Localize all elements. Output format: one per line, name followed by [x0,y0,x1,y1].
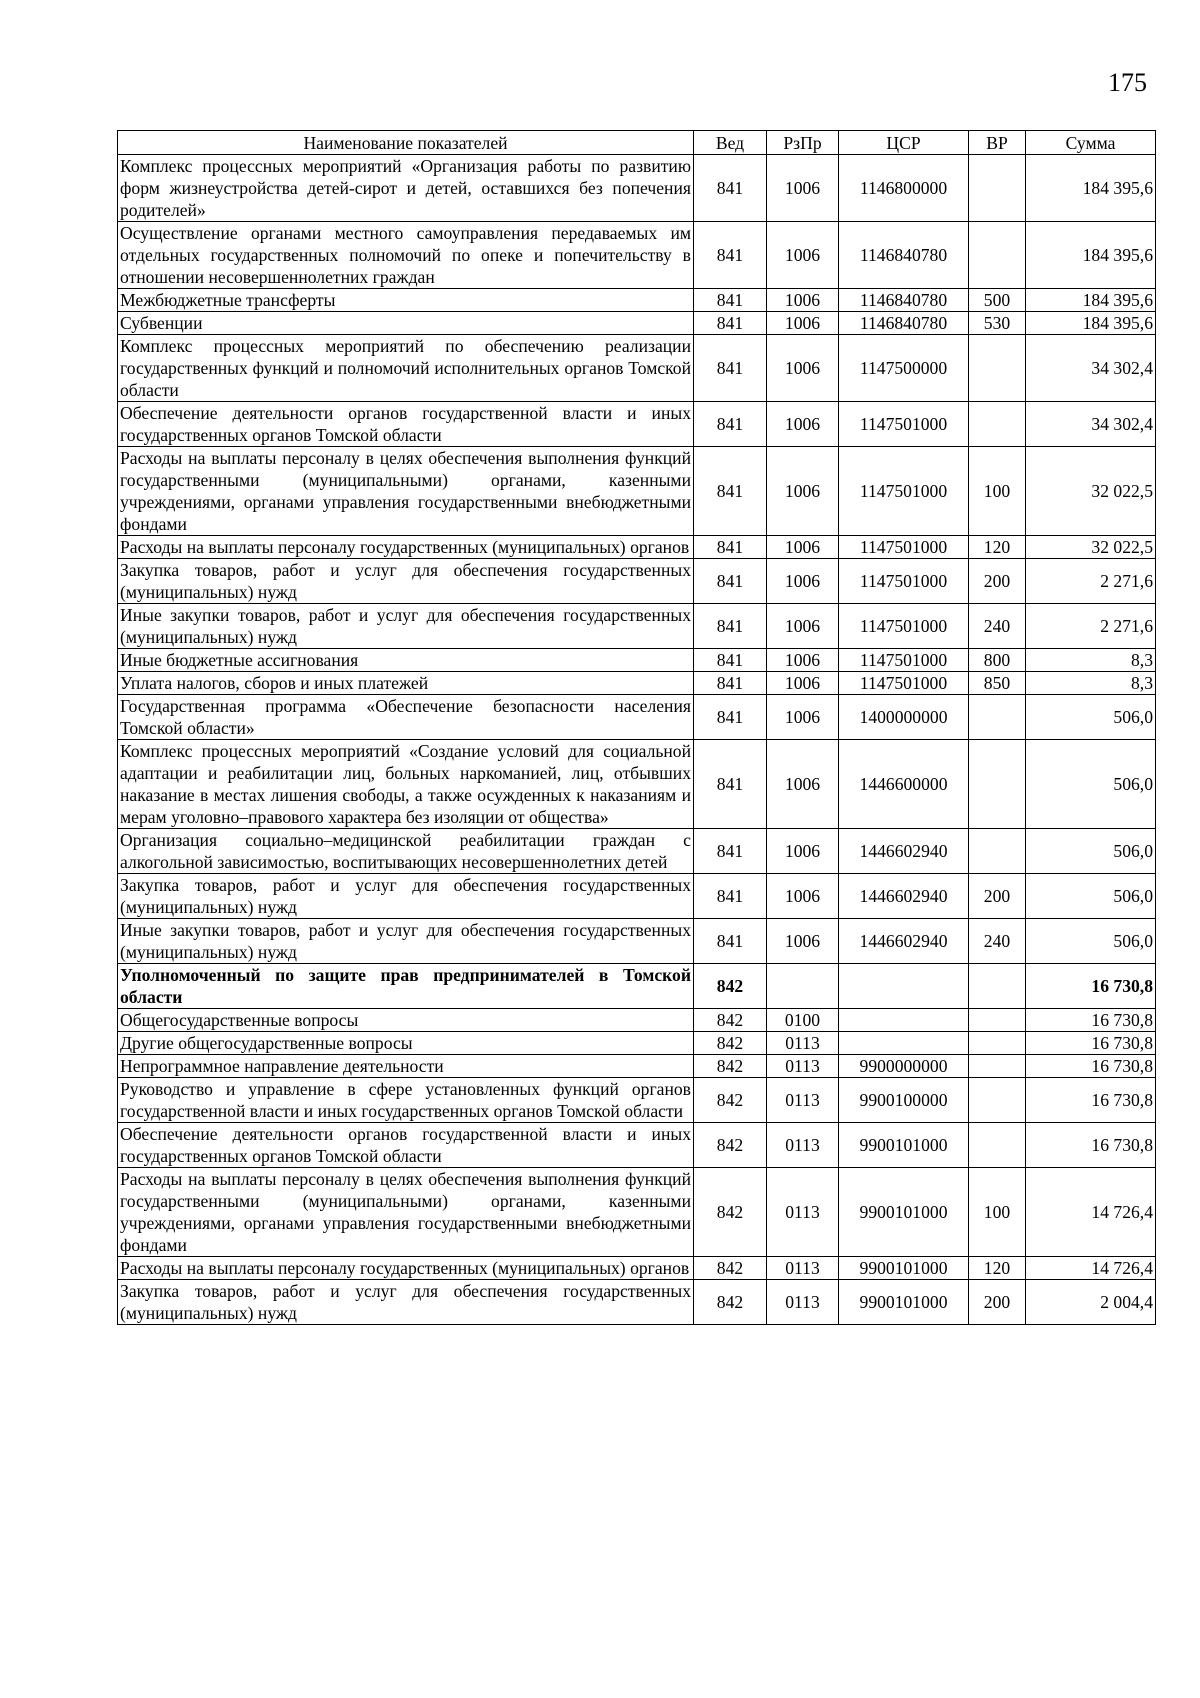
cell-sum: 506,0 [1026,919,1156,964]
cell-csr [839,1032,969,1055]
cell-ved: 842 [694,1280,767,1325]
table-row [118,1009,1156,1032]
cell-vr [969,695,1026,740]
cell-rzpr: 1006 [767,312,839,335]
cell-name: Комплекс процессных мероприятий «Создание условий для социальной адаптации и реабилитации лиц, больных наркоманией, лиц, отбывших наказание в местах лишения свободы, а также осужденных к наказаниям и мерам уголовно–правового характера без изоляции от общества» [118,740,694,829]
budget-table [117,130,1156,1325]
cell-ved: 842 [694,1078,767,1123]
cell-name: Иные бюджетные ассигнования [118,649,694,672]
cell-sum: 2 271,6 [1026,559,1156,604]
cell-vr [969,1032,1026,1055]
cell-vr [969,222,1026,289]
cell-csr: 9900101000 [839,1280,969,1325]
cell-vr [969,335,1026,402]
cell-rzpr: 1006 [767,289,839,312]
cell-rzpr: 1006 [767,740,839,829]
cell-sum: 16 730,8 [1026,1078,1156,1123]
table-row [118,559,1156,604]
table-row [118,1280,1156,1325]
cell-rzpr [767,964,839,1009]
table-body [118,155,1156,1325]
table-row [118,672,1156,695]
cell-csr: 9900000000 [839,1055,969,1078]
cell-sum: 16 730,8 [1026,1123,1156,1168]
cell-sum: 34 302,4 [1026,402,1156,447]
cell-name: Уполномоченный по защите прав предпринимателей в Томской области [118,964,694,1009]
cell-name: Иные закупки товаров, работ и услуг для обеспечения государственных (муниципальных) нужд [118,604,694,649]
header-name: Наименование показателей [118,131,694,155]
cell-ved: 841 [694,874,767,919]
cell-name: Комплекс процессных мероприятий «Организация работы по развитию форм жизнеустройства детей-сирот и детей, оставшихся без попечения родителей» [118,155,694,222]
cell-sum: 506,0 [1026,695,1156,740]
cell-name: Обеспечение деятельности органов государственной власти и иных государственных органов Томской области [118,402,694,447]
cell-csr: 9900100000 [839,1078,969,1123]
cell-name: Расходы на выплаты персоналу в целях обеспечения выполнения функций государственными (муниципальными) органами, казенными учреждениями, органами управления государственными внебюджетными фондами [118,1168,694,1257]
cell-csr: 1446602940 [839,874,969,919]
table-row [118,740,1156,829]
cell-vr [969,1078,1026,1123]
cell-csr: 1446600000 [839,740,969,829]
cell-name: Иные закупки товаров, работ и услуг для обеспечения государственных (муниципальных) нужд [118,919,694,964]
cell-vr [969,1123,1026,1168]
cell-vr: 200 [969,559,1026,604]
cell-ved: 841 [694,559,767,604]
cell-rzpr: 0113 [767,1280,839,1325]
cell-sum: 16 730,8 [1026,1009,1156,1032]
cell-name: Расходы на выплаты персоналу государственных (муниципальных) органов [118,536,694,559]
header-vr: ВР [969,131,1026,155]
cell-rzpr: 1006 [767,829,839,874]
cell-ved: 841 [694,402,767,447]
cell-csr: 9900101000 [839,1257,969,1280]
cell-ved: 841 [694,695,767,740]
cell-ved: 841 [694,312,767,335]
header-rzpr: РзПр [767,131,839,155]
cell-csr: 1147500000 [839,335,969,402]
cell-rzpr: 1006 [767,604,839,649]
cell-vr: 530 [969,312,1026,335]
cell-rzpr: 1006 [767,695,839,740]
cell-ved: 842 [694,1168,767,1257]
cell-rzpr: 0113 [767,1123,839,1168]
cell-rzpr: 0113 [767,1078,839,1123]
cell-rzpr: 1006 [767,559,839,604]
cell-ved: 842 [694,1055,767,1078]
table-row [118,695,1156,740]
cell-name: Субвенции [118,312,694,335]
cell-csr: 1147501000 [839,604,969,649]
cell-ved: 841 [694,289,767,312]
table-row [118,964,1156,1009]
cell-csr: 9900101000 [839,1168,969,1257]
cell-csr: 1446602940 [839,829,969,874]
cell-ved: 842 [694,1257,767,1280]
cell-rzpr: 1006 [767,447,839,536]
cell-sum: 2 271,6 [1026,604,1156,649]
cell-vr [969,155,1026,222]
table-row [118,402,1156,447]
cell-rzpr: 1006 [767,919,839,964]
cell-name: Непрограммное направление деятельности [118,1055,694,1078]
cell-sum: 16 730,8 [1026,1032,1156,1055]
cell-csr [839,1009,969,1032]
cell-csr: 1146800000 [839,155,969,222]
header-ved: Вед [694,131,767,155]
cell-sum: 34 302,4 [1026,335,1156,402]
table-row [118,155,1156,222]
table-row [118,536,1156,559]
cell-vr [969,964,1026,1009]
cell-csr: 1147501000 [839,447,969,536]
cell-rzpr: 1006 [767,536,839,559]
cell-ved: 841 [694,155,767,222]
cell-name: Общегосударственные вопросы [118,1009,694,1032]
cell-rzpr: 1006 [767,335,839,402]
cell-vr: 200 [969,1280,1026,1325]
header-csr: ЦСР [839,131,969,155]
cell-sum: 184 395,6 [1026,222,1156,289]
cell-sum: 506,0 [1026,740,1156,829]
cell-name: Руководство и управление в сфере установленных функций органов государственной власти и иных государственных органов Томской области [118,1078,694,1123]
cell-ved: 841 [694,447,767,536]
cell-rzpr: 1006 [767,402,839,447]
cell-vr: 800 [969,649,1026,672]
cell-csr: 1146840780 [839,312,969,335]
cell-sum: 32 022,5 [1026,536,1156,559]
table-row [118,1123,1156,1168]
cell-vr: 500 [969,289,1026,312]
cell-ved: 841 [694,604,767,649]
cell-sum: 16 730,8 [1026,1055,1156,1078]
cell-vr: 100 [969,1168,1026,1257]
cell-csr: 1446602940 [839,919,969,964]
cell-name: Расходы на выплаты персоналу в целях обеспечения выполнения функций государственными (муниципальными) органами, казенными учреждениями, органами управления государственными внебюджетными фондами [118,447,694,536]
cell-name: Закупка товаров, работ и услуг для обеспечения государственных (муниципальных) нужд [118,874,694,919]
cell-name: Обеспечение деятельности органов государственной власти и иных государственных органов Томской области [118,1123,694,1168]
table-row [118,829,1156,874]
cell-vr [969,740,1026,829]
cell-rzpr: 1006 [767,672,839,695]
cell-name: Организация социально–медицинской реабилитации граждан с алкогольной зависимостью, воспитывающих несовершеннолетних детей [118,829,694,874]
cell-name: Комплекс процессных мероприятий по обеспечению реализации государственных функций и полномочий исполнительных органов Томской области [118,335,694,402]
cell-rzpr: 1006 [767,649,839,672]
table-row [118,1257,1156,1280]
cell-ved: 842 [694,1009,767,1032]
table-row [118,1032,1156,1055]
cell-name: Осуществление органами местного самоуправления передаваемых им отдельных государственных полномочий по опеке и попечительству в отношении несовершеннолетних граждан [118,222,694,289]
cell-ved: 841 [694,335,767,402]
cell-sum: 8,3 [1026,649,1156,672]
cell-vr [969,1055,1026,1078]
cell-sum: 16 730,8 [1026,964,1156,1009]
cell-name: Уплата налогов, сборов и иных платежей [118,672,694,695]
cell-rzpr: 0113 [767,1257,839,1280]
cell-sum: 184 395,6 [1026,312,1156,335]
table-row [118,919,1156,964]
cell-vr [969,402,1026,447]
cell-name: Государственная программа «Обеспечение безопасности населения Томской области» [118,695,694,740]
cell-csr: 1147501000 [839,536,969,559]
cell-ved: 841 [694,649,767,672]
cell-vr: 120 [969,536,1026,559]
cell-csr: 1146840780 [839,289,969,312]
table-header-row [118,131,1156,155]
header-sum: Сумма [1026,131,1156,155]
cell-rzpr: 0113 [767,1055,839,1078]
table-row [118,604,1156,649]
cell-csr: 9900101000 [839,1123,969,1168]
cell-csr: 1147501000 [839,649,969,672]
cell-sum: 14 726,4 [1026,1168,1156,1257]
cell-rzpr: 0100 [767,1009,839,1032]
cell-csr: 1146840780 [839,222,969,289]
cell-sum: 14 726,4 [1026,1257,1156,1280]
cell-vr: 100 [969,447,1026,536]
cell-rzpr: 0113 [767,1168,839,1257]
cell-csr: 1147501000 [839,672,969,695]
cell-sum: 184 395,6 [1026,155,1156,222]
cell-vr: 200 [969,874,1026,919]
cell-ved: 842 [694,964,767,1009]
table-row [118,874,1156,919]
cell-ved: 841 [694,829,767,874]
cell-ved: 842 [694,1032,767,1055]
cell-name: Закупка товаров, работ и услуг для обеспечения государственных (муниципальных) нужд [118,1280,694,1325]
cell-name: Другие общегосударственные вопросы [118,1032,694,1055]
cell-name: Закупка товаров, работ и услуг для обеспечения государственных (муниципальных) нужд [118,559,694,604]
cell-sum: 506,0 [1026,874,1156,919]
cell-csr [839,964,969,1009]
cell-csr: 1147501000 [839,559,969,604]
cell-sum: 506,0 [1026,829,1156,874]
cell-ved: 841 [694,919,767,964]
table-row [118,1078,1156,1123]
table-row [118,222,1156,289]
cell-vr [969,829,1026,874]
cell-rzpr: 1006 [767,222,839,289]
cell-sum: 184 395,6 [1026,289,1156,312]
page-number: 175 [1108,68,1147,97]
table-row [118,649,1156,672]
cell-name: Межбюджетные трансферты [118,289,694,312]
cell-csr: 1400000000 [839,695,969,740]
cell-rzpr: 1006 [767,874,839,919]
cell-sum: 2 004,4 [1026,1280,1156,1325]
cell-ved: 841 [694,740,767,829]
cell-name: Расходы на выплаты персоналу государственных (муниципальных) органов [118,1257,694,1280]
table-row [118,289,1156,312]
cell-vr: 850 [969,672,1026,695]
cell-vr: 120 [969,1257,1026,1280]
cell-rzpr: 0113 [767,1032,839,1055]
cell-vr: 240 [969,919,1026,964]
cell-ved: 842 [694,1123,767,1168]
table-row [118,447,1156,536]
cell-rzpr: 1006 [767,155,839,222]
cell-ved: 841 [694,536,767,559]
cell-csr: 1147501000 [839,402,969,447]
cell-ved: 841 [694,222,767,289]
cell-ved: 841 [694,672,767,695]
table-row [118,312,1156,335]
table-row [118,335,1156,402]
cell-sum: 32 022,5 [1026,447,1156,536]
cell-sum: 8,3 [1026,672,1156,695]
cell-vr [969,1009,1026,1032]
cell-vr: 240 [969,604,1026,649]
table-row [118,1055,1156,1078]
table-row [118,1168,1156,1257]
